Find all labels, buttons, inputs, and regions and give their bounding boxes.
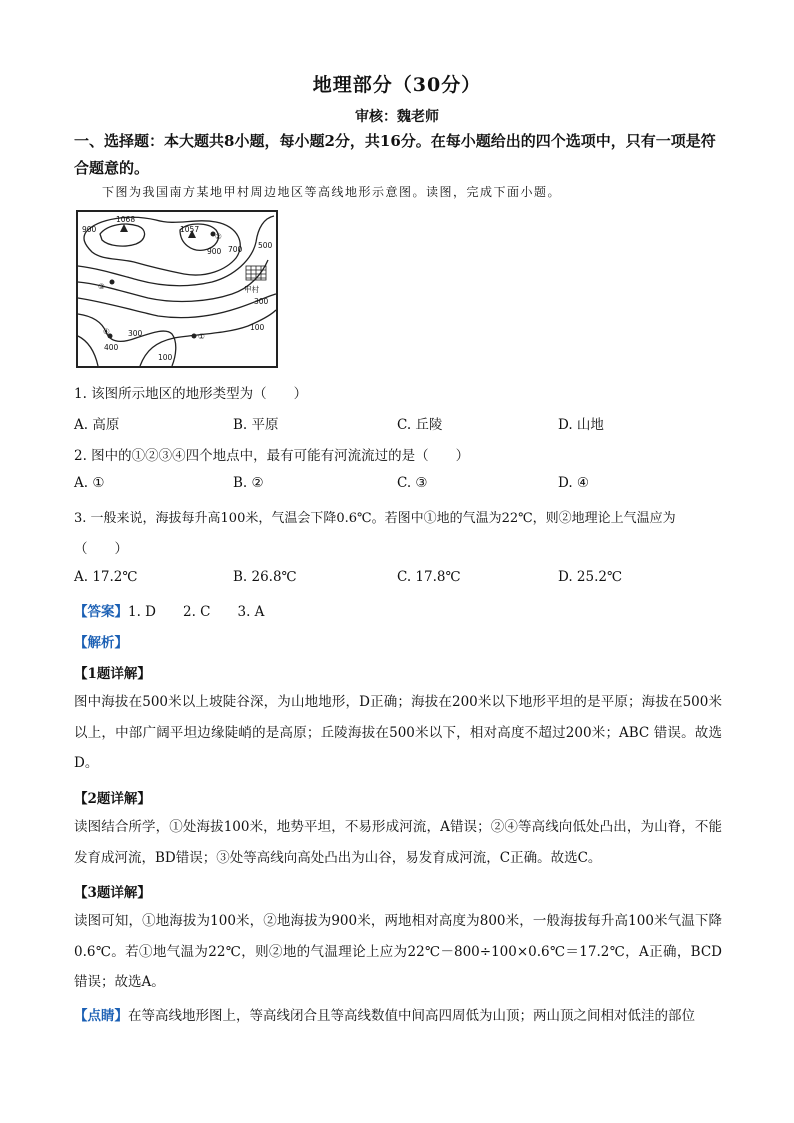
tip-paragraph	[74, 1001, 722, 1032]
q3-option-b[interactable]: B. 26.8℃	[233, 569, 297, 585]
label-point-1: ①	[198, 332, 205, 341]
answer-tag: 【答案】	[74, 604, 128, 620]
q1-analysis-tag: 【1题详解】	[74, 666, 151, 682]
point-3-dot	[110, 280, 115, 285]
reviewer-line: 审核：魏老师	[355, 109, 439, 125]
analysis-tag: 【解析】	[74, 635, 128, 651]
q1-option-b[interactable]: B. 平原	[233, 417, 279, 433]
q1-option-d[interactable]: D. 山地	[558, 417, 604, 433]
label-300a: 300	[254, 297, 269, 306]
q1-option-c[interactable]: C. 丘陵	[397, 417, 443, 433]
q3-option-c[interactable]: C. 17.8℃	[397, 569, 461, 585]
q3-analysis-tag: 【3题详解】	[74, 885, 151, 901]
label-village: 甲村	[244, 285, 259, 294]
q2-option-a[interactable]: A. ①	[74, 475, 105, 491]
label-700: 700	[228, 245, 243, 254]
label-100b: 100	[158, 353, 173, 362]
label-500: 500	[258, 241, 273, 250]
analysis-heading	[74, 631, 724, 651]
q3-option-d[interactable]: D. 25.2℃	[558, 569, 623, 585]
question-1-stem: 1. 该图所示地区的地形类型为（ ）	[74, 386, 308, 402]
q2-option-b[interactable]: B. ②	[233, 475, 264, 491]
answer-text: 1. D 2. C 3. A	[128, 604, 265, 620]
label-peak1: 1068	[116, 215, 136, 224]
label-peak2: 1057	[180, 225, 200, 234]
q1-analysis-text: 图中海拔在500米以上坡陡谷深，为山地地形，D正确；海拔在200米以下地形平坦的是平原；海拔在500米以上，中部广阔平坦边缘陡峭的是高原；丘陵海拔在500米以下，相对高度不超过200米；ABC 错误。故选D。	[74, 694, 722, 771]
q1-option-a[interactable]: A. 高原	[74, 417, 120, 433]
q2-option-d[interactable]: D. ④	[558, 475, 590, 491]
label-900b: 900	[207, 247, 222, 256]
label-point-3: ③	[98, 282, 105, 291]
label-400: 400	[104, 343, 119, 352]
tip-text: 在等高线地形图上，等高线闭合且等高线数值中间高四周低为山顶；两山顶之间相对低洼的部位	[128, 1008, 695, 1024]
q2-analysis-text: 读图结合所学，①处海拔100米，地势平坦，不易形成河流，A错误；②④等高线向低处凸出，为山脊，不能发育成河流，BD错误；③处等高线向高处凸出为山谷，易发育成河流，C正确。故选C。	[74, 819, 722, 866]
point-1-dot	[192, 334, 197, 339]
contour-map	[76, 210, 278, 368]
label-point-2: ②	[215, 232, 222, 241]
q3-option-a[interactable]: A. 17.2℃	[74, 569, 138, 585]
question-3-stem-line2: （ ）	[74, 541, 128, 557]
page-title: 地理部分（30分）	[312, 74, 482, 96]
question-3-stem-line1: 3. 一般来说，海拔每升高100米，气温会下降0.6℃。若图中①地的气温为22℃，则②地理论上气温应为	[74, 511, 676, 526]
q3-analysis-text: 读图可知，①地海拔为100米，②地海拔为900米，两地相对高度为800米，一般海拔每升高100米气温下降0.6℃。若①地气温为22℃，则②地的气温理论上应为22℃－800÷100×0.6℃＝17.2℃，A正确，BCD错误；故选A。	[74, 913, 722, 990]
section-heading: 一、选择题：本大题共8小题，每小题2分，共16分。在每小题给出的四个选项中，只有一项是符合题意的。	[74, 132, 716, 177]
label-point-4: ④	[103, 327, 110, 336]
answer-line	[74, 600, 724, 620]
question-2-stem: 2. 图中的①②③④四个地点中，最有可能有河流流过的是（ ）	[74, 448, 470, 464]
q2-analysis-tag: 【2题详解】	[74, 791, 151, 807]
contour-map-figure	[76, 210, 278, 368]
label-300b: 300	[128, 329, 143, 338]
label-100a: 100	[250, 323, 265, 332]
label-900a: 900	[82, 225, 97, 234]
question-intro: 下图为我国南方某地甲村周边地区等高线地形示意图。读图，完成下面小题。	[102, 185, 562, 199]
q2-option-c[interactable]: C. ③	[397, 475, 428, 491]
tip-tag: 【点睛】	[74, 1008, 128, 1024]
